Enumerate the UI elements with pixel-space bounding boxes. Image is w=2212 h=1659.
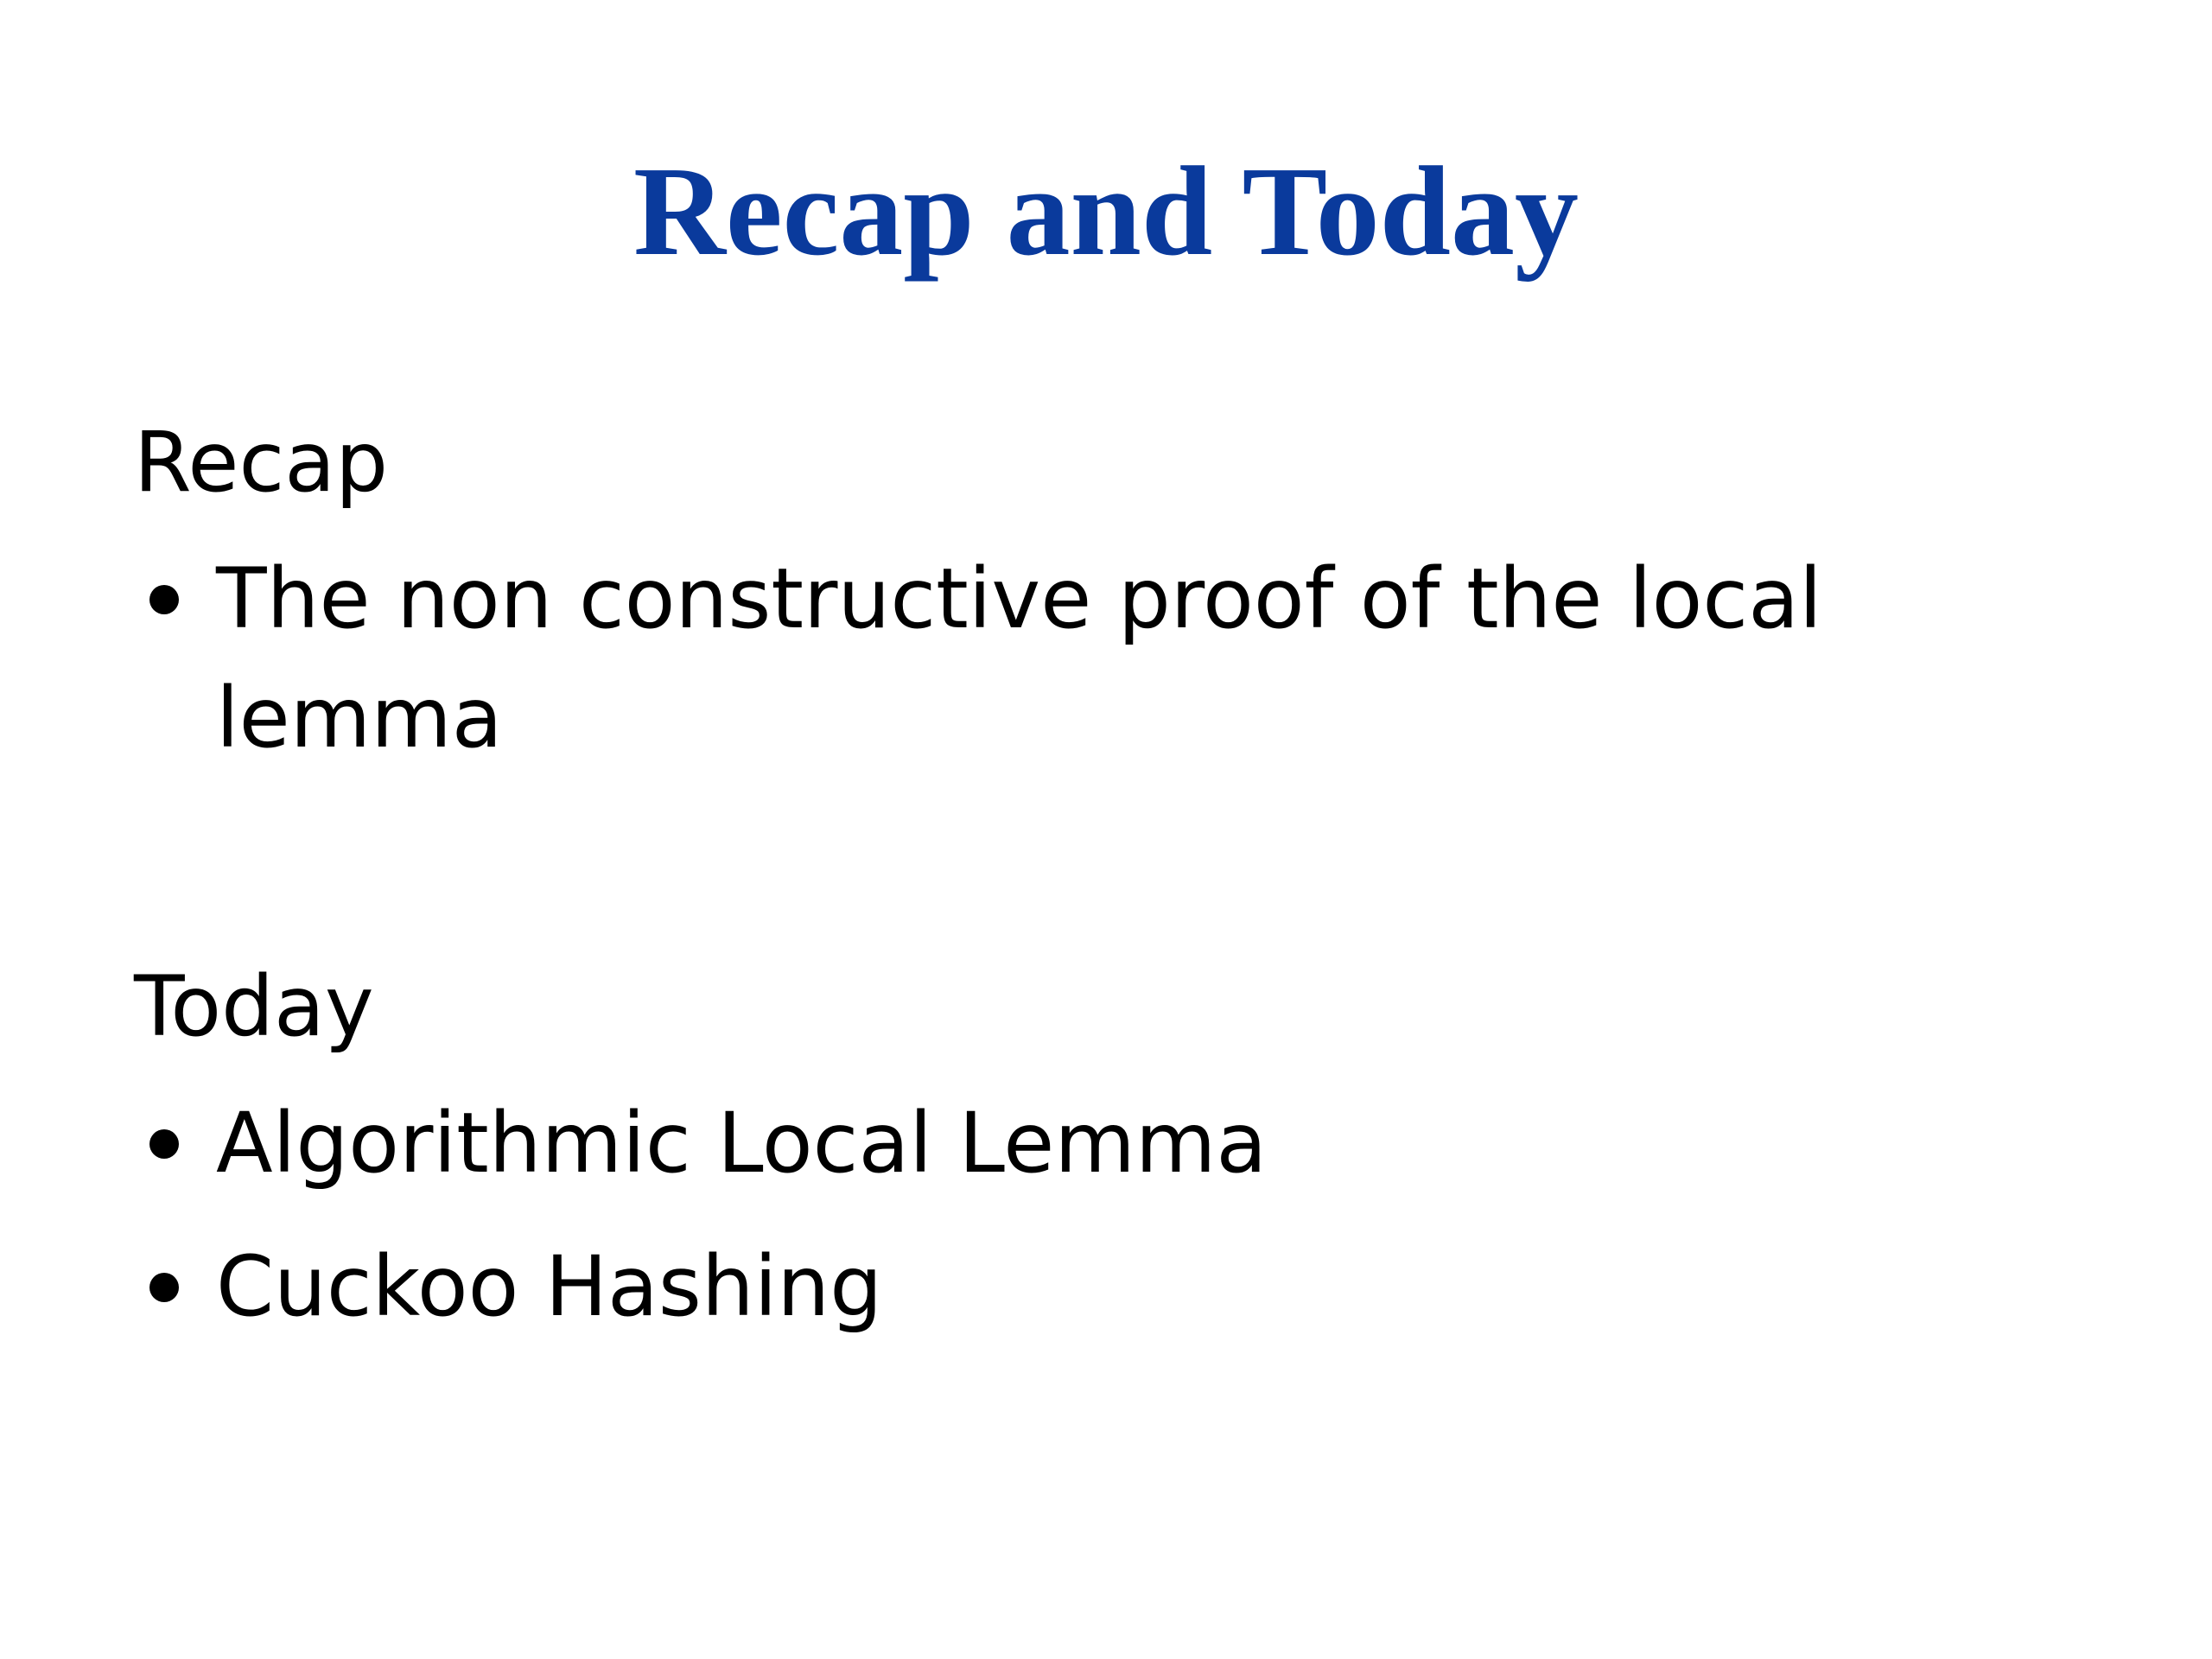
recap-bullet-text: The non constructive proof of the local lemma xyxy=(216,550,1822,766)
bullet-icon xyxy=(149,1129,179,1159)
today-bullet-text: Cuckoo Hashing xyxy=(216,1238,883,1335)
today-bullet-item xyxy=(134,1227,2078,1346)
recap-bullet-list xyxy=(134,539,2078,778)
recap-bullet-item xyxy=(134,539,2078,778)
today-bullet-list xyxy=(134,1084,2078,1346)
slide-title: Recap and Today xyxy=(633,141,1579,283)
today-bullet-text: Algorithmic Local Lemma xyxy=(216,1095,1268,1192)
today-bullet-item xyxy=(134,1084,2078,1203)
bullet-icon xyxy=(149,585,179,614)
recap-section xyxy=(134,406,2078,802)
today-heading: Today xyxy=(134,958,374,1055)
recap-heading: Recap xyxy=(134,414,388,511)
bullet-icon xyxy=(149,1273,179,1302)
today-section xyxy=(134,950,2078,1370)
